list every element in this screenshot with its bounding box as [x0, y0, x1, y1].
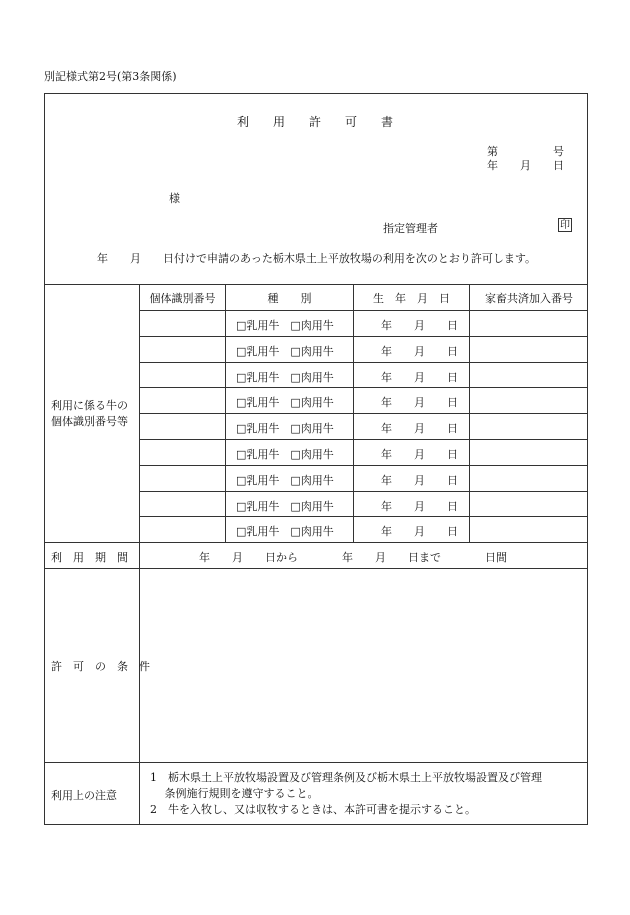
- column-header-kind: 種 別: [267, 292, 312, 305]
- period-label: 利 用 期 間: [51, 551, 128, 564]
- insurance-number-field[interactable]: [470, 440, 588, 465]
- birth-date-field[interactable]: 年 月 日: [381, 396, 458, 410]
- form-label: 別記様式第2号(第3条関係): [44, 70, 177, 83]
- insurance-number-field[interactable]: [470, 311, 588, 336]
- birth-date-field[interactable]: 年 月 日: [381, 448, 458, 461]
- cattle-kind-checkboxes[interactable]: □乳用牛 □肉用牛: [236, 473, 334, 487]
- conditions-field[interactable]: [140, 569, 588, 762]
- id-number-field[interactable]: [140, 388, 225, 413]
- permit-number-line: 第 号: [487, 145, 564, 158]
- insurance-number-field[interactable]: [470, 466, 588, 491]
- notes-label: 利用上の注意: [51, 789, 117, 802]
- id-number-field[interactable]: [140, 492, 225, 517]
- cattle-row-header: [51, 398, 128, 430]
- addressee-suffix: 様: [169, 192, 180, 205]
- birth-date-field[interactable]: 年 月 日: [381, 499, 458, 513]
- notes-list: [150, 770, 542, 818]
- insurance-number-field[interactable]: [470, 363, 588, 388]
- birth-date-field[interactable]: 年 月 日: [381, 473, 458, 487]
- insurance-number-field[interactable]: [470, 337, 588, 362]
- insurance-number-field[interactable]: [470, 388, 588, 413]
- insurance-number-field[interactable]: [470, 414, 588, 439]
- id-number-field[interactable]: [140, 440, 225, 465]
- cattle-row-header-line1: 利用に係る牛の: [51, 399, 128, 412]
- cattle-kind-checkboxes[interactable]: □乳用牛 □肉用牛: [236, 525, 334, 539]
- section-divider: [44, 284, 588, 285]
- cattle-kind-checkboxes[interactable]: □乳用牛 □肉用牛: [236, 344, 334, 358]
- id-number-field[interactable]: [140, 466, 225, 491]
- note-item: 2 牛を入牧し、又は収牧するときは、本許可書を提示すること。: [150, 803, 476, 816]
- cattle-kind-checkboxes[interactable]: □乳用牛 □肉用牛: [236, 370, 334, 384]
- birth-date-field[interactable]: 年 月 日: [381, 319, 458, 332]
- conditions-bottom-line: [44, 762, 588, 763]
- birth-date-field[interactable]: 年 月 日: [381, 525, 458, 539]
- birth-date-field[interactable]: 年 月 日: [381, 344, 458, 358]
- cattle-kind-checkboxes[interactable]: □乳用牛 □肉用牛: [236, 499, 334, 513]
- column-header-insurance: 家畜共済加入番号: [485, 292, 573, 305]
- seal-icon: 印: [560, 220, 570, 231]
- note-item: 条例施行規則を遵守すること。: [150, 787, 319, 800]
- column-header-birth: 生 年 月 日: [373, 292, 450, 305]
- conditions-label: 許 可 の 条 件: [51, 660, 150, 673]
- id-number-field[interactable]: [140, 363, 225, 388]
- cattle-kind-checkboxes[interactable]: □乳用牛 □肉用牛: [236, 319, 334, 332]
- cattle-kind-checkboxes[interactable]: □乳用牛 □肉用牛: [236, 448, 334, 461]
- id-number-field[interactable]: [140, 337, 225, 362]
- cattle-kind-checkboxes[interactable]: □乳用牛 □肉用牛: [236, 396, 334, 410]
- note-item: 1 栃木県土上平放牧場設置及び管理条例及び栃木県土上平放牧場設置及び管理: [150, 771, 542, 784]
- cattle-kind-checkboxes[interactable]: □乳用牛 □肉用牛: [236, 422, 334, 436]
- insurance-number-field[interactable]: [470, 492, 588, 517]
- birth-date-field[interactable]: 年 月 日: [381, 422, 458, 436]
- id-number-field[interactable]: [140, 414, 225, 439]
- permit-date-line: 年 月 日: [487, 159, 564, 172]
- column-header-id: 個体識別番号: [149, 292, 216, 305]
- cattle-row-header-line2: 個体識別番号等: [51, 415, 128, 428]
- permit-body-text: 年 月 日付けで申請のあった栃木県土上平放牧場の利用を次のとおり許可します。: [97, 252, 537, 265]
- period-value: 年 月 日から 年 月 日まで 日間: [199, 551, 507, 564]
- insurance-number-field[interactable]: [470, 517, 588, 542]
- document-title: 利 用 許 可 書: [236, 115, 393, 129]
- id-number-field[interactable]: [140, 517, 225, 542]
- birth-date-field[interactable]: 年 月 日: [381, 370, 458, 384]
- manager-label: 指定管理者: [383, 222, 438, 235]
- id-number-field[interactable]: [140, 311, 225, 336]
